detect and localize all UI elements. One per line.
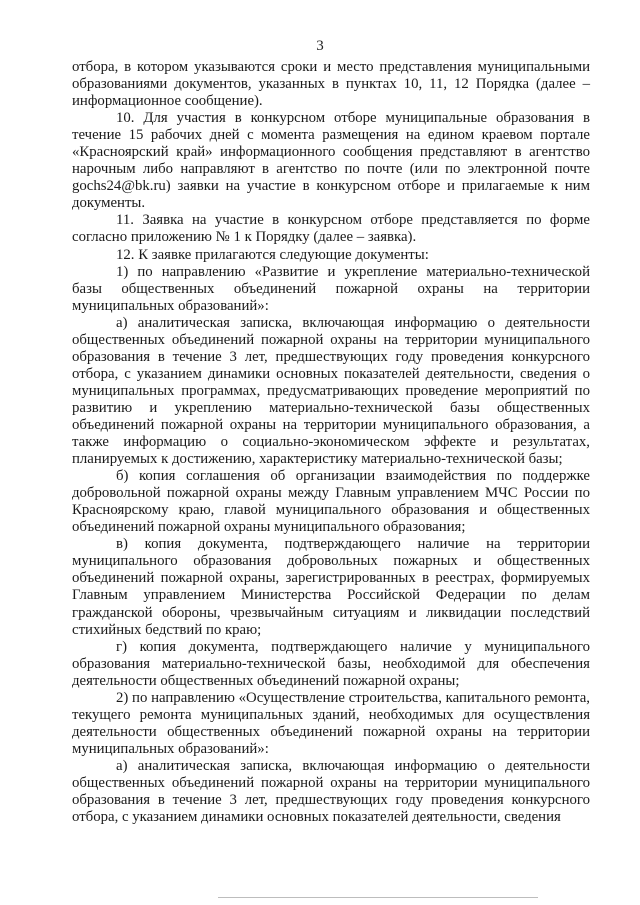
- paragraph: 1) по направлению «Развитие и укрепление материально-технической базы общественных объединений пожарной охраны на территории муниципальных образований»:: [72, 263, 590, 314]
- bottom-rule: [218, 897, 538, 898]
- paragraph: 2) по направлению «Осуществление строительства, капитального ремонта, текущего ремонта муниципальных зданий, необходимых для осуществления деятельности общественных объединений пожарной охраны на территории муниципальных образований»:: [72, 689, 590, 757]
- paragraph: г) копия документа, подтверждающего наличие у муниципального образования материально-технической базы, необходимой для обеспечения деятельности общественных объединений пожарной охраны;: [72, 638, 590, 689]
- paragraph: 10. Для участия в конкурсном отборе муниципальные образования в течение 15 рабочих дней с момента размещения на едином краевом портале «Красноярский край» информационного сообщения представляют в агентство нарочным либо направляют в агентство по почте (или по электронной почте gochs24@bk.ru) заявки на участие в конкурсном отборе и прилагаемые к ним документы.: [72, 110, 590, 212]
- paragraph: б) копия соглашения об организации взаимодействия по поддержке добровольной пожарной охраны между Главным управлением МЧС России по Красноярскому краю, главой муниципального образования и общественных объединений пожарной охраны муниципального образования;: [72, 468, 590, 536]
- paragraph: отбора, в котором указываются сроки и место представления муниципальными образованиями документов, указанных в пунктах 10, 11, 12 Порядка (далее – информационное сообщение).: [72, 59, 590, 110]
- document-body: [72, 59, 590, 826]
- paragraph: 11. Заявка на участие в конкурсном отборе представляется по форме согласно приложению № 1 к Порядку (далее – заявка).: [72, 212, 590, 246]
- paragraph: а) аналитическая записка, включающая информацию о деятельности общественных объединений пожарной охраны на территории муниципального образования в течение 3 лет, предшествующих году проведения конкурсного отбора, с указанием динамики основных показателей деятельности, сведения: [72, 757, 590, 826]
- page-number: 3: [316, 38, 324, 54]
- paragraph: а) аналитическая записка, включающая информацию о деятельности общественных объединений пожарной охраны на территории муниципального образования в течение 3 лет, предшествующих году проведения конкурсного отбора, с указанием динамики основных показателей деятельности, сведения о муниципальных программах, предусматривающих проведение мероприятий по развитию и укреплению материально-технической базы общественных объединений пожарной охраны на территории муниципального образования, а также информацию о социально-экономическом эффекте и результатах, планируемых к достижению, характеристику материально-технической базы;: [72, 314, 590, 468]
- paragraph: в) копия документа, подтверждающего наличие на территории муниципального образования добровольных пожарных и общественных объединений пожарной охраны, зарегистрированных в реестрах, формируемых Главным управлением Министерства Российской Федерации по делам гражданской обороны, чрезвычайным ситуациям и ликвидации последствий стихийных бедствий по краю;: [72, 536, 590, 638]
- paragraph: 12. К заявке прилагаются следующие документы:: [116, 246, 429, 263]
